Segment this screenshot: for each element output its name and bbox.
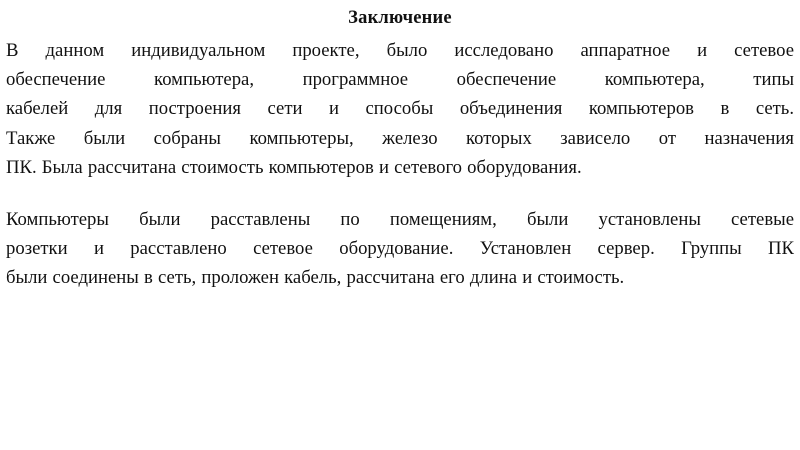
paragraph-1 xyxy=(6,36,794,182)
paragraph-line: ПК. Была рассчитана стоимость компьютеров и сетевого оборудования. xyxy=(6,156,582,178)
paragraph-line: обеспечение компьютера, программное обеспечение компьютера, типы xyxy=(6,69,794,91)
document-title: Заключение xyxy=(348,8,452,28)
paragraph-line: кабелей для построения сети и способы объединения компьютеров в сеть. xyxy=(6,98,794,120)
paragraph-line: В данном индивидуальном проекте, было исследовано аппаратное и сетевое xyxy=(6,40,794,61)
paragraph-line: были соединены в сеть, проложен кабель, рассчитана его длина и стоимость. xyxy=(6,267,625,289)
paragraph-line: Также были собраны компьютеры, железо которых зависело от назначения xyxy=(6,127,794,149)
paragraph-line: Компьютеры были расставлены по помещениям, были установлены сетевые xyxy=(6,209,794,230)
paragraph-2 xyxy=(6,205,794,293)
paragraph-line: розетки и расставлено сетевое оборудование. Установлен сервер. Группы ПК xyxy=(6,238,794,260)
